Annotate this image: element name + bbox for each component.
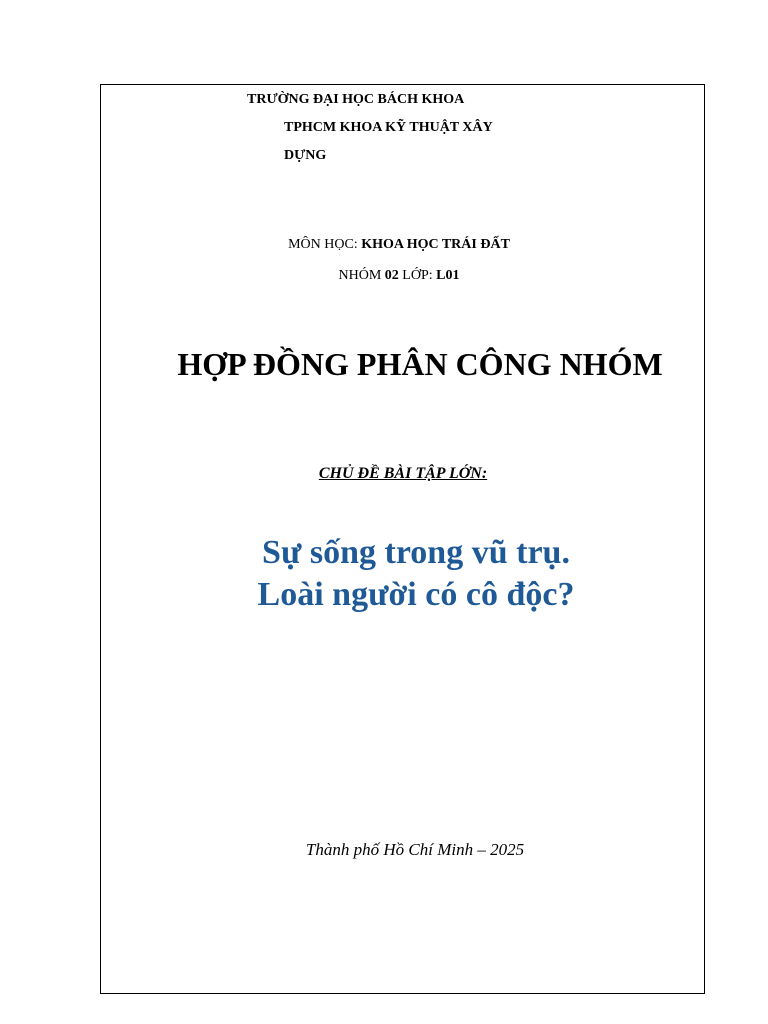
group-label: NHÓM [338,268,385,283]
class-label: LỚP: [398,268,437,283]
subject-line [100,237,698,253]
document-title: HỢP ĐỒNG PHÂN CÔNG NHÓM [177,346,663,382]
group-class-line [100,268,698,284]
subject-value: KHOA HỌC TRÁI ĐẤT [361,237,510,252]
topic-title-line-2: Loài người có cô độc? [257,576,575,613]
topic-title-line-1: Sự sống trong vũ trụ. [262,534,570,571]
school-name-line-2: TPHCM KHOA KỸ THUẬT XÂY [284,120,493,135]
school-name-line-3: DỰNG [284,148,327,163]
subject-label: MÔN HỌC: [288,237,362,252]
group-number: 02 [384,268,399,283]
place-date: Thành phố Hồ Chí Minh – 2025 [305,840,525,859]
school-name-line-1: TRƯỜNG ĐẠI HỌC BÁCH KHOA [247,92,465,107]
class-value: L01 [436,268,460,283]
topic-label: CHỦ ĐỀ BÀI TẬP LỚN: [318,465,488,482]
